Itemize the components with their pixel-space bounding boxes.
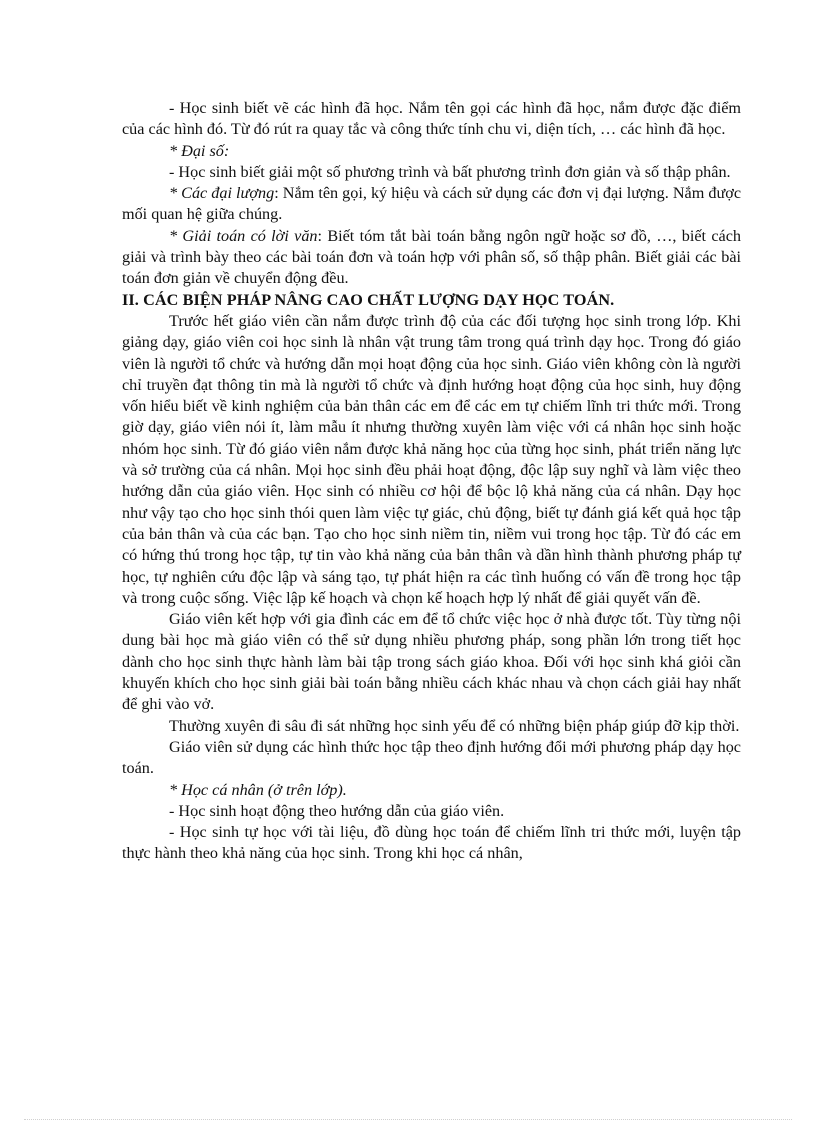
paragraph-geometry-skills: - Học sinh biết vẽ các hình đã học. Nắm tên gọi các hình đã học, nắm được đặc điểm của các hình đó. Từ đó rút ra quay tắc và công thức tính chu vi, diện tích, … các hình đã học. (122, 99, 741, 139)
label-quantities: * Các đại lượng (169, 184, 275, 203)
paragraph-learning-forms: Giáo viên sử dụng các hình thức học tập theo định hướng đổi mới phương pháp dạy học toán. (122, 737, 741, 778)
paragraph-algebra-skills: - Học sinh biết giải một số phương trình và bất phương trình đơn giản và số thập phân. (169, 162, 731, 181)
paragraph-quantities (122, 183, 741, 226)
label-individual-learning: * Học cá nhân (ở trên lớp). (169, 780, 347, 799)
label-word-problems: * Giải toán có lời văn (169, 226, 318, 245)
paragraph-word-problems (122, 226, 741, 290)
paragraph-family-cooperation: Giáo viên kết hợp với gia đình các em để tổ chức việc học ở nhà được tốt. Tùy từng nội dung bài học mà giáo viên có thể sử dụng nhiều phương pháp, song phần lớn trong tiết học dành cho học sinh thực hành làm bài tập trong sách giáo khoa. Đối với học sinh khá giỏi cần khuyến khích cho học sinh giải bài toán bằng nhiều cách khác nhau và chọn cách giải hay nhất để ghi vào vở. (122, 610, 741, 714)
section-heading: II. CÁC BIỆN PHÁP NÂNG CAO CHẤT LƯỢNG DẠY HỌC TOÁN. (122, 290, 615, 309)
label-algebra: * Đại số: (169, 141, 230, 160)
paragraph-guided-activity: - Học sinh hoạt động theo hướng dẫn của giáo viên. (169, 801, 505, 820)
paragraph-self-study: - Học sinh tự học với tài liệu, đồ dùng học toán để chiếm lĩnh tri thức mới, luyện tập thực hành theo khả năng của học sinh. Trong khi học cá nhân, (122, 823, 741, 863)
paragraph-weak-students: Thường xuyên đi sâu đi sát những học sinh yếu để có những biện pháp giúp đỡ kịp thời. (169, 716, 740, 735)
text-quantities: : Nắm tên gọi, ký hiệu và cách sử dụng các đơn vị đại lượng. Nắm được mối quan hệ giữa chúng. (122, 184, 742, 224)
document-content (122, 98, 741, 865)
page-bottom-rule (24, 1119, 792, 1120)
text-word-problems: : Biết tóm tắt bài toán bằng ngôn ngữ hoặc sơ đồ, …, biết cách giải và trình bày theo các bài toán đơn và toán hợp với phân số, số thập phân. Biết giải các bài toán đơn giản về chuyển động đều. (122, 226, 742, 288)
paragraph-teacher-role: Trước hết giáo viên cần nắm được trình độ của các đối tượng học sinh trong lớp. Khi giảng dạy, giáo viên coi học sinh là nhân vật trung tâm trong quá trình dạy học. Trong đó giáo viên là người tổ chức và hướng dẫn mọi hoạt động của học sinh. Giáo viên không còn là người chỉ truyền đạt thông tin mà là người tổ chức và định hướng hoạt động của học sinh, huy động vốn hiểu biết về kinh nghiệm của bản thân các em để các em tự chiếm lĩnh tri thức mới. Trong giờ dạy, giáo viên nói ít, làm mẫu ít nhưng thường xuyên làm việc với cá nhân học sinh hoặc nhóm học sinh. Từ đó giáo viên nắm được khả năng học của từng học sinh, phát triển năng lực và sở trường của cá nhân. Mọi học sinh đều phải hoạt động, độc lập suy nghĩ và làm việc theo hướng dẫn của giáo viên. Học sinh có nhiều cơ hội để bộc lộ khả năng của cá nhân. Dạy học như vậy tạo cho học sinh thói quen làm việc tự giác, chủ động, biết tự đánh giá kết quả học tập của bản thân và của các bạn. Tạo cho học sinh niềm tin, niềm vui trong học tập. Từ đó các em có hứng thú trong học tập, tự tin vào khả năng của bản thân và dần hình thành phương pháp tự học, tự nghiên cứu độc lập và sáng tạo, tự phát hiện ra các tình huống có vấn đề trong học tập và trong cuộc sống. Việc lập kế hoạch và chọn kế hoạch hợp lý nhất để giải quyết vấn đề. (122, 311, 741, 607)
